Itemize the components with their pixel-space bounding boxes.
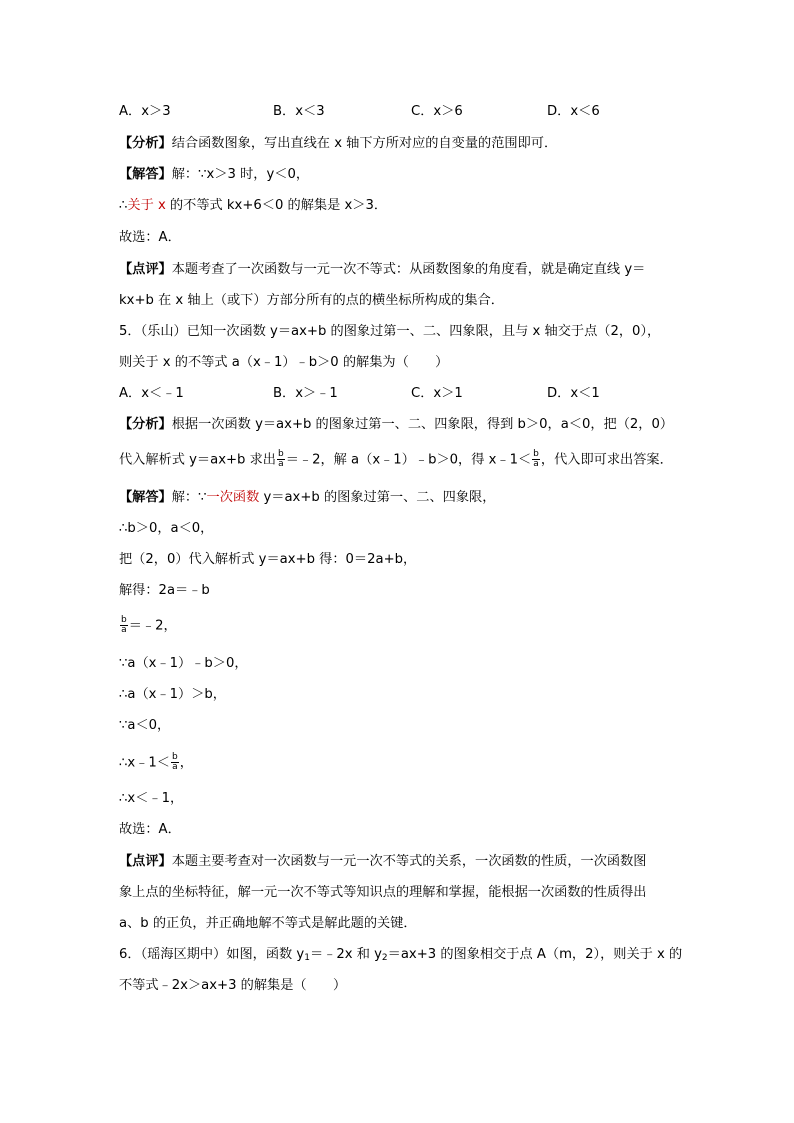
q5-step-3: 解得：2a＝﹣b bbox=[119, 583, 210, 598]
q5-step-6: ∴a（x﹣1）＞b， bbox=[119, 687, 226, 702]
q4-conclusion bbox=[119, 197, 387, 215]
answer-text: y＝ax+b 的图象过第一、二、四象限， bbox=[259, 490, 496, 505]
q5-step-5: ∵a（x﹣1）﹣b＞0， bbox=[119, 656, 248, 671]
analysis-text: 结合函数图象，写出直线在 x 轴下方所对应的自变量的范围即可． bbox=[171, 136, 558, 151]
fraction-b-over-a bbox=[171, 753, 179, 772]
q4-answer bbox=[119, 166, 309, 184]
q4-option-a: A．x＞3 bbox=[119, 104, 171, 119]
fraction-denominator: a bbox=[172, 762, 178, 772]
q5-step-7: ∵a＜0， bbox=[119, 718, 171, 733]
q4-choice: 故选：A． bbox=[119, 230, 181, 245]
fraction-numerator: b bbox=[533, 449, 539, 459]
q5-option-b: B．x＞﹣1 bbox=[273, 386, 338, 401]
q4-comment-line2: kx+b 在 x 轴上（或下）方部分所有的点的横坐标所构成的集合． bbox=[119, 293, 504, 308]
fraction-b-over-a bbox=[277, 450, 285, 469]
comment-tag: 【点评】 bbox=[119, 262, 172, 277]
q5-option-a: A．x＜﹣1 bbox=[119, 386, 184, 401]
q5-analysis-line1 bbox=[119, 416, 673, 434]
subscript: 1 bbox=[304, 953, 310, 963]
q5-step-1: ∴b＞0，a＜0， bbox=[119, 521, 214, 536]
conclusion-text: 的不等式 kx+6＜0 的解集是 x＞3． bbox=[165, 198, 388, 213]
q4-option-c: C．x＞6 bbox=[411, 104, 463, 119]
q4-comment-line1 bbox=[119, 261, 645, 279]
subscript: 2 bbox=[381, 953, 388, 963]
comment-text: 本题主要考查对一次函数与一元一次不等式的关系，一次函数的性质，一次函数图 bbox=[171, 854, 647, 869]
q5-stem-line2: 则关于 x 的不等式 a（x﹣1）﹣b＞0 的解集为（ ） bbox=[119, 355, 449, 370]
q4-option-b: B．x＜3 bbox=[273, 104, 325, 119]
q5-analysis-line2 bbox=[119, 450, 673, 470]
answer-text: 解：∵x＞3 时，y＜0， bbox=[171, 167, 310, 182]
analysis-text: ＝﹣2，解 a（x﹣1）﹣b＞0，得 x﹣1＜ bbox=[285, 452, 532, 468]
q5-step-4 bbox=[119, 616, 177, 636]
fraction-denominator: a bbox=[121, 625, 127, 635]
q4-option-d: D．x＜6 bbox=[547, 104, 600, 119]
q5-comment-line1 bbox=[119, 853, 647, 871]
comment-text: 本题考查了一次函数与一元一次不等式：从函数图象的角度看，就是确定直线 y＝ bbox=[171, 262, 646, 277]
fraction-b-over-a bbox=[532, 450, 540, 469]
fraction-numerator: b bbox=[121, 615, 127, 625]
q5-answer bbox=[119, 489, 495, 507]
stem-text: ＝﹣2x 和 y bbox=[309, 947, 382, 962]
q5-option-c: C．x＞1 bbox=[411, 386, 463, 401]
comment-tag: 【点评】 bbox=[119, 854, 172, 869]
step-text: ， bbox=[179, 755, 193, 771]
q5-step-8 bbox=[119, 753, 193, 773]
fraction-numerator: b bbox=[278, 449, 284, 459]
q6-stem-line2: 不等式﹣2x＞ax+3 的解集是（ ） bbox=[119, 978, 347, 993]
q5-stem-line1: 5．（乐山）已知一次函数 y＝ax+b 的图象过第一、二、四象限，且与 x 轴交于点（2，0）， bbox=[119, 324, 661, 339]
fraction-denominator: a bbox=[278, 459, 284, 469]
q5-comment-line2: 象上点的坐标特征，解一元一次不等式等知识点的理解和掌握，能根据一次函数的性质得出 bbox=[119, 885, 647, 900]
analysis-tag: 【分析】 bbox=[119, 417, 172, 432]
q5-choice: 故选：A． bbox=[119, 822, 181, 837]
analysis-text: 根据一次函数 y＝ax+b 的图象过第一、二、四象限，得到 b＞0，a＜0，把（2，0） bbox=[171, 417, 674, 432]
q6-stem-line1 bbox=[119, 946, 682, 967]
highlighted-text: 关于 x bbox=[127, 198, 166, 213]
analysis-text: ，代入即可求出答案． bbox=[540, 452, 673, 468]
stem-text: ＝ax+3 的图象相交于点 A（m，2），则关于 x 的 bbox=[387, 947, 683, 962]
answer-tag: 【解答】 bbox=[119, 490, 172, 505]
analysis-text: 代入解析式 y＝ax+b 求出 bbox=[119, 452, 276, 468]
analysis-tag: 【分析】 bbox=[119, 136, 172, 151]
therefore-symbol: ∴ bbox=[119, 198, 128, 213]
q5-comment-line3: a、b 的正负，并正确地解不等式是解此题的关键． bbox=[119, 916, 417, 931]
q5-option-d: D．x＜1 bbox=[547, 386, 600, 401]
answer-tag: 【解答】 bbox=[119, 167, 172, 182]
fraction-denominator: a bbox=[533, 459, 539, 469]
q5-step-9: ∴x＜﹣1， bbox=[119, 791, 184, 806]
step-text: ∴x﹣1＜ bbox=[119, 755, 170, 771]
q4-analysis bbox=[119, 135, 557, 153]
answer-text: 解：∵ bbox=[171, 490, 207, 505]
fraction-b-over-a bbox=[120, 616, 128, 635]
fraction-numerator: b bbox=[171, 752, 178, 762]
highlighted-text: 一次函数 bbox=[206, 490, 260, 505]
q5-step-2: 把（2，0）代入解析式 y＝ax+b 得：0＝2a+b， bbox=[119, 552, 417, 567]
stem-text: 6．（瑶海区期中）如图，函数 y bbox=[119, 947, 305, 962]
step-text: ＝﹣2， bbox=[128, 618, 177, 634]
